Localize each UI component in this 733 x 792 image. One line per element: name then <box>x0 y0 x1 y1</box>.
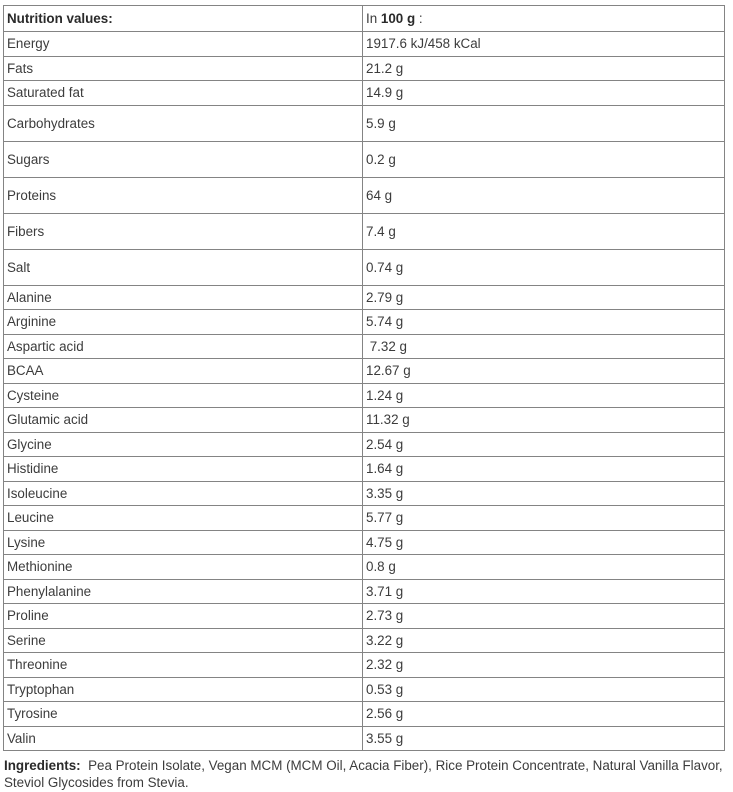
table-row <box>4 432 725 457</box>
table-row <box>4 555 725 580</box>
nutrient-name: Saturated fat <box>4 81 363 106</box>
header-nutrition-values-label: Nutrition values: <box>7 11 113 26</box>
table-row <box>4 530 725 555</box>
table-row <box>4 310 725 335</box>
nutrient-name: Proline <box>4 604 363 629</box>
table-row <box>4 32 725 57</box>
table-row <box>4 653 725 678</box>
nutrient-value: 5.9 g <box>363 105 725 141</box>
nutrient-name: Sugars <box>4 141 363 177</box>
nutrition-table-body <box>4 32 725 751</box>
nutrient-value: 0.74 g <box>363 249 725 285</box>
nutrient-value: 3.55 g <box>363 726 725 751</box>
nutrient-value: 64 g <box>363 177 725 213</box>
ingredients-text: Pea Protein Isolate, Vegan MCM (MCM Oil, Acacia Fiber), Rice Protein Concentrate, Natural Vanilla Flavor, Steviol Glycosides from Stevia. <box>4 758 723 790</box>
nutrient-name: Fibers <box>4 213 363 249</box>
nutrient-name: Serine <box>4 628 363 653</box>
nutrient-name: Aspartic acid <box>4 334 363 359</box>
nutrient-name: Arginine <box>4 310 363 335</box>
nutrient-value: 2.73 g <box>363 604 725 629</box>
table-row <box>4 481 725 506</box>
nutrient-value: 7.4 g <box>363 213 725 249</box>
nutrient-name: Valin <box>4 726 363 751</box>
nutrient-value: 3.35 g <box>363 481 725 506</box>
nutrient-value: 2.54 g <box>363 432 725 457</box>
nutrient-name: Histidine <box>4 457 363 482</box>
nutrient-value: 12.67 g <box>363 359 725 384</box>
table-row <box>4 677 725 702</box>
table-header-row <box>4 6 725 32</box>
table-row <box>4 604 725 629</box>
table-row <box>4 628 725 653</box>
header-per-100g-prefix: In <box>366 11 381 26</box>
header-per-100g <box>363 6 725 32</box>
table-row <box>4 105 725 141</box>
table-row <box>4 383 725 408</box>
header-nutrition-values <box>4 6 363 32</box>
nutrient-name: Tryptophan <box>4 677 363 702</box>
table-row <box>4 249 725 285</box>
nutrient-name: Tyrosine <box>4 702 363 727</box>
table-row <box>4 81 725 106</box>
nutrient-name: Fats <box>4 56 363 81</box>
nutrient-value: 2.79 g <box>363 285 725 310</box>
nutrient-value: 14.9 g <box>363 81 725 106</box>
header-per-100g-amount: 100 g <box>380 11 416 26</box>
nutrient-value: 7.32 g <box>363 334 725 359</box>
nutrient-name: BCAA <box>4 359 363 384</box>
nutrient-value: 4.75 g <box>363 530 725 555</box>
nutrient-name: Alanine <box>4 285 363 310</box>
table-row <box>4 141 725 177</box>
table-row <box>4 726 725 751</box>
nutrient-value: 2.56 g <box>363 702 725 727</box>
nutrient-name: Glycine <box>4 432 363 457</box>
nutrient-name: Threonine <box>4 653 363 678</box>
nutrient-name: Cysteine <box>4 383 363 408</box>
table-row <box>4 579 725 604</box>
nutrient-value: 1.24 g <box>363 383 725 408</box>
nutrient-name: Energy <box>4 32 363 57</box>
nutrient-name: Carbohydrates <box>4 105 363 141</box>
nutrient-name: Glutamic acid <box>4 408 363 433</box>
nutrient-value: 1917.6 kJ/458 kCal <box>363 32 725 57</box>
table-row <box>4 506 725 531</box>
ingredients-label: Ingredients: <box>4 758 81 773</box>
nutrient-value: 0.53 g <box>363 677 725 702</box>
nutrient-value: 0.2 g <box>363 141 725 177</box>
nutrient-value: 1.64 g <box>363 457 725 482</box>
nutrient-value: 3.71 g <box>363 579 725 604</box>
table-row <box>4 408 725 433</box>
nutrient-value: 3.22 g <box>363 628 725 653</box>
nutrient-value: 2.32 g <box>363 653 725 678</box>
table-row <box>4 56 725 81</box>
table-row <box>4 359 725 384</box>
nutrient-value: 11.32 g <box>363 408 725 433</box>
nutrient-name: Methionine <box>4 555 363 580</box>
table-row <box>4 702 725 727</box>
table-row <box>4 213 725 249</box>
nutrient-value: 0.8 g <box>363 555 725 580</box>
nutrient-value: 5.77 g <box>363 506 725 531</box>
table-row <box>4 334 725 359</box>
nutrient-name: Phenylalanine <box>4 579 363 604</box>
nutrient-name: Salt <box>4 249 363 285</box>
nutrition-table <box>3 5 725 751</box>
ingredients-paragraph <box>4 758 728 792</box>
header-per-100g-suffix: : <box>415 11 423 26</box>
table-row <box>4 457 725 482</box>
nutrient-name: Lysine <box>4 530 363 555</box>
table-row <box>4 285 725 310</box>
nutrient-value: 21.2 g <box>363 56 725 81</box>
nutrient-name: Proteins <box>4 177 363 213</box>
nutrient-name: Isoleucine <box>4 481 363 506</box>
table-row <box>4 177 725 213</box>
nutrient-name: Leucine <box>4 506 363 531</box>
nutrient-value: 5.74 g <box>363 310 725 335</box>
